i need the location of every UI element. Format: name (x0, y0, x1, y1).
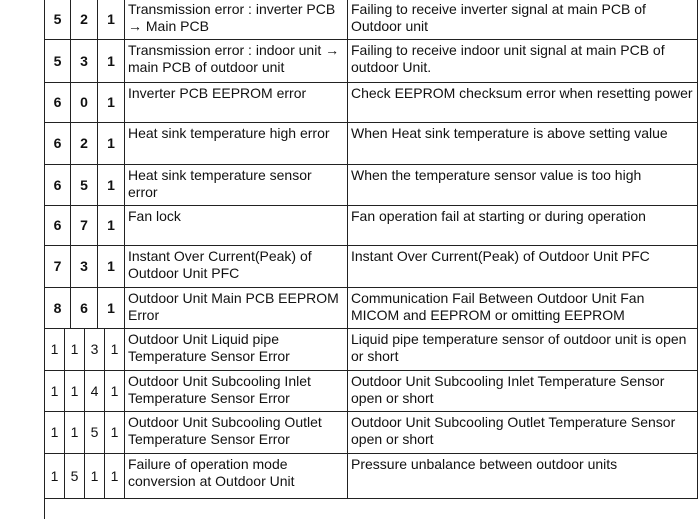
error-code-table-body (45, 0, 698, 499)
error-description: Instant Over Current(Peak) of Outdoor Unit PFC (348, 246, 698, 288)
error-code-digit: 1 (98, 0, 125, 40)
error-code-digit: 5 (45, 0, 71, 40)
error-description: When the temperature sensor value is too high (348, 165, 698, 206)
error-code-digit: 6 (45, 206, 71, 246)
table-row (45, 288, 698, 329)
error-description: Failing to receive inverter signal at main PCB of Outdoor unit (348, 0, 698, 40)
table-row (45, 40, 698, 83)
table-row (45, 246, 698, 288)
error-name: Transmission error : indoor unit → main PCB of outdoor unit (125, 40, 348, 83)
error-name: Transmission error : inverter PCB → Main PCB (125, 0, 348, 40)
error-code-digit: 5 (71, 165, 98, 206)
table-row (45, 371, 698, 412)
error-description: Outdoor Unit Subcooling Outlet Temperature Sensor open or short (348, 412, 698, 454)
error-description: Check EEPROM checksum error when resetting power (348, 83, 698, 123)
error-code-digit: 1 (110, 341, 119, 357)
error-code-digit: 6 (45, 165, 71, 206)
error-code-digit: 1 (110, 382, 119, 399)
table-row (45, 206, 698, 246)
error-name: Outdoor Unit Main PCB EEPROM Error (125, 288, 348, 329)
error-code-digit: 1 (65, 412, 85, 453)
error-code-digit: 1 (98, 40, 125, 83)
error-code-digit: 2 (71, 123, 98, 165)
error-code-digit: 1 (65, 371, 85, 411)
error-code-digit: 1 (98, 165, 125, 206)
error-code-digit: 3 (71, 40, 98, 83)
error-code-digit: 1 (45, 371, 65, 411)
error-name: Heat sink temperature sensor error (125, 165, 348, 206)
error-code-digit: 1 (98, 288, 125, 329)
error-code-digit: 1 (45, 454, 65, 498)
error-name: Fan lock (125, 206, 348, 246)
error-code-digit: 1 (85, 454, 105, 498)
error-code-digit: 1 (110, 467, 119, 484)
error-name: Heat sink temperature high error (125, 123, 348, 165)
error-code-digit: 0 (71, 83, 98, 123)
error-code-digit: 6 (45, 83, 71, 123)
error-code-digit: 1 (98, 246, 125, 288)
error-code-digit: 8 (45, 288, 71, 329)
error-description: When Heat sink temperature is above setting value (348, 123, 698, 165)
section-column (0, 0, 45, 519)
table-row (45, 329, 698, 371)
error-code-digit: 6 (71, 288, 98, 329)
table-row (45, 83, 698, 123)
error-name: Outdoor Unit Subcooling Inlet Temperature Sensor Error (125, 371, 348, 412)
error-description: Outdoor Unit Subcooling Inlet Temperature Sensor open or short (348, 371, 698, 412)
error-description: Communication Fail Between Outdoor Unit Fan MICOM and EEPROM or omitting EEPROM (348, 288, 698, 329)
error-code-table (44, 0, 698, 499)
section-label-wrap (21, 0, 22, 140)
error-code-digit: 1 (98, 83, 125, 123)
error-code-digit: 3 (71, 246, 98, 288)
table-row (45, 123, 698, 165)
error-code-digit: 6 (45, 123, 71, 165)
error-code-digit: 1 (110, 424, 119, 440)
error-code-cell (45, 371, 125, 412)
error-code-digit: 1 (45, 329, 65, 370)
error-code-digit: 1 (98, 206, 125, 246)
error-code-digit: 5 (65, 454, 85, 498)
error-code-cell (45, 454, 125, 499)
error-code-digit: 3 (85, 329, 105, 370)
table-row (45, 165, 698, 206)
error-description: Fan operation fail at starting or during operation (348, 206, 698, 246)
error-description: Failing to receive indoor unit signal at main PCB of outdoor Unit. (348, 40, 698, 83)
error-name: Failure of operation mode conversion at Outdoor Unit (125, 454, 348, 499)
error-code-cell (45, 329, 125, 371)
error-name: Instant Over Current(Peak) of Outdoor Unit PFC (125, 246, 348, 288)
error-code-digit: 5 (85, 412, 105, 453)
table-row (45, 454, 698, 499)
error-code-digit: 4 (85, 371, 105, 411)
table-row (45, 412, 698, 454)
error-description: Liquid pipe temperature sensor of outdoor unit is open or short (348, 329, 698, 371)
table-row (45, 0, 698, 40)
error-code-digit: 1 (98, 123, 125, 165)
error-name: Inverter PCB EEPROM error (125, 83, 348, 123)
error-code-digit: 1 (65, 329, 85, 370)
error-code-cell (45, 412, 125, 454)
error-code-digit: 2 (71, 0, 98, 40)
error-name: Outdoor Unit Subcooling Outlet Temperature Sensor Error (125, 412, 348, 454)
error-code-digit: 7 (45, 246, 71, 288)
error-code-digit: 5 (45, 40, 71, 83)
error-description: Pressure unbalance between outdoor units (348, 454, 698, 499)
error-code-digit: 1 (45, 412, 65, 453)
error-name: Outdoor Unit Liquid pipe Temperature Sensor Error (125, 329, 348, 371)
error-code-digit: 7 (71, 206, 98, 246)
